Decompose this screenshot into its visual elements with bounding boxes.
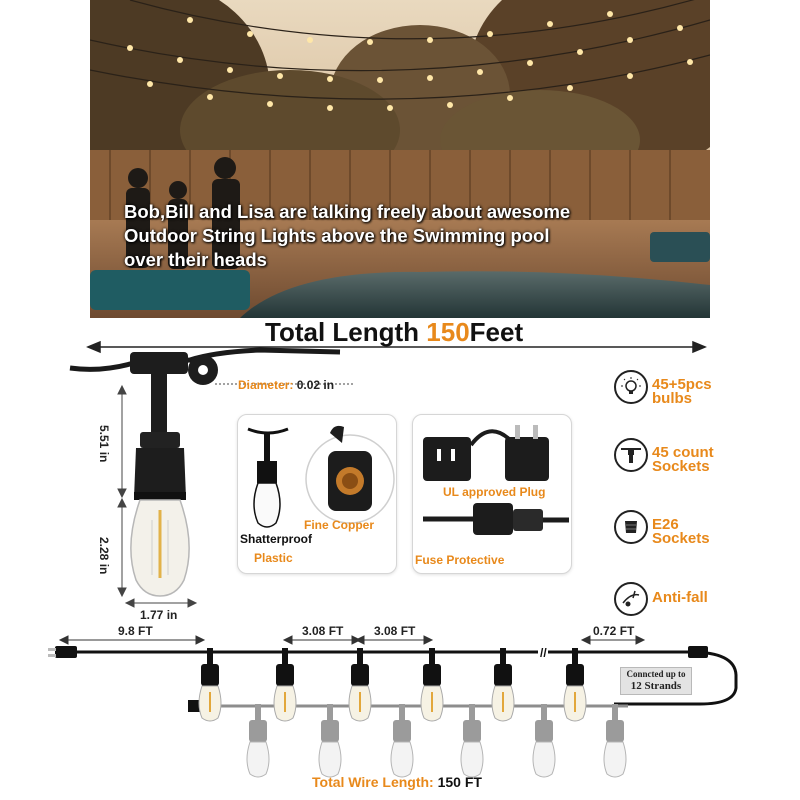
lead-length-label: 9.8 FT <box>118 624 153 638</box>
shatterproof-label: Shatterproof <box>240 532 312 546</box>
caption-line: Bob,Bill and Lisa are talking freely about awesome <box>124 201 571 222</box>
connect-number: 12 <box>630 680 642 692</box>
plug-detail-card <box>412 414 572 574</box>
caption-line: over their heads <box>124 249 267 270</box>
string-layout-diagram <box>0 620 800 800</box>
socket-height-label: 5.51 in <box>97 425 111 463</box>
anti-fall-icon <box>614 582 648 616</box>
socket-gap-label: 3.08 FT <box>302 624 344 638</box>
connect-unit: Strands <box>641 680 682 692</box>
socket-gap-label: 3.08 FT <box>374 624 416 638</box>
connect-strands-badge <box>620 667 692 695</box>
wire-total-label: Total Wire Length: <box>312 774 438 790</box>
ul-plug-label: UL approved Plug <box>443 485 546 499</box>
tail-length-label: 0.72 FT <box>593 624 635 638</box>
feature-text-2: bulbs <box>652 390 692 407</box>
bulb-width-label: 1.77 in <box>140 608 178 622</box>
diameter-key: Diameter: <box>238 378 294 392</box>
total-wire-length <box>312 774 482 790</box>
socket-icon <box>614 438 648 472</box>
svg-text://: // <box>540 646 547 660</box>
total-length-number: 150 <box>426 317 470 347</box>
ghost-bulb <box>391 704 413 777</box>
ghost-wire <box>188 700 628 712</box>
diameter-value: 0.02 in <box>293 378 335 392</box>
ghost-bulb <box>533 704 555 777</box>
ghost-bulb <box>461 704 483 777</box>
feature-text-1: 45+5pcs <box>652 376 712 393</box>
material-detail-card <box>237 414 397 574</box>
string-bulb <box>492 648 514 721</box>
string-bulb <box>274 648 296 721</box>
wire-total-value: 150 FT <box>437 774 482 790</box>
feature-text-2: Sockets <box>652 458 710 475</box>
fuse-label: Fuse Protective <box>415 553 505 567</box>
plastic-label: Plastic <box>254 551 293 565</box>
fine-copper-label: Fine Copper <box>304 518 375 532</box>
string-bulb <box>199 648 221 721</box>
ghost-bulb <box>247 704 269 777</box>
total-length-arrow <box>88 342 705 352</box>
bulb-height-label: 2.28 in <box>97 537 111 575</box>
feature-text-1: Anti-fall <box>652 589 708 606</box>
total-length-prefix: Total Length <box>265 317 427 347</box>
diameter-label <box>238 378 334 392</box>
feature-text-2: Sockets <box>652 530 710 547</box>
connect-text: Conncted up to <box>626 669 686 679</box>
total-length-unit: Feet <box>469 317 524 347</box>
feature-text-1: E26 <box>652 516 679 533</box>
string-bulb <box>564 648 586 721</box>
e26-icon <box>614 510 648 544</box>
ghost-bulb <box>604 704 626 777</box>
bulb-icon <box>614 370 648 404</box>
string-bulb <box>349 648 371 721</box>
material-illustration <box>238 415 396 573</box>
caption-line: Outdoor String Lights above the Swimming pool <box>124 225 550 246</box>
string-bulb <box>421 648 443 721</box>
ghost-bulb <box>319 704 341 777</box>
feature-text-1: 45 count <box>652 444 714 461</box>
